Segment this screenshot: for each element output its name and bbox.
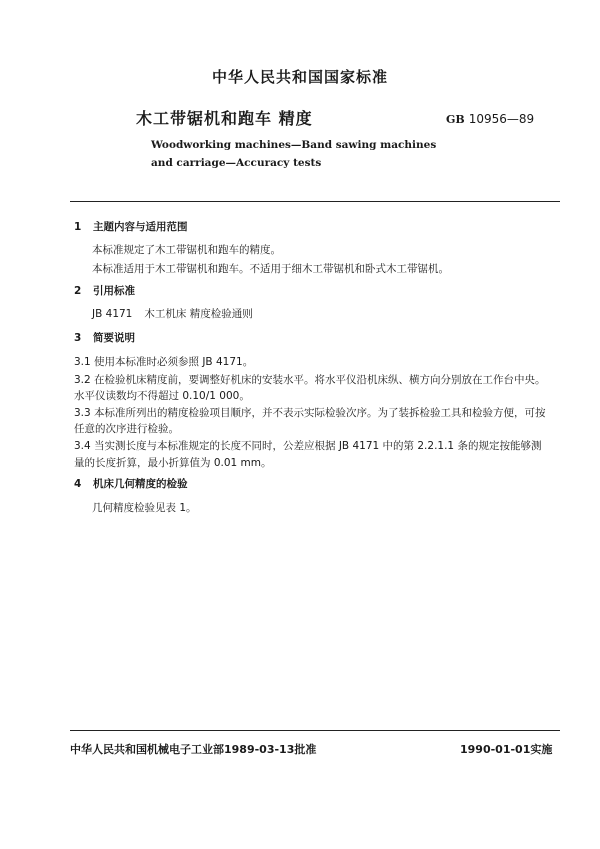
clause-3-3	[74, 405, 546, 420]
clause-3-1-number: 3.1	[74, 356, 91, 368]
clause-3-3-text-line1: 本标准所列出的精度检验项目顺序，并不表示实际检验次序。为了装拆检验工具和检验方便，可按	[94, 407, 546, 419]
clause-3-4-number: 3.4	[74, 440, 91, 452]
section-2-title: 引用标准	[93, 285, 135, 297]
clause-3-4-text-line1: 当实测长度与本标准规定的长度不同时，公差应根据 JB 4171 中的第 2.2.1.1 条的规定按能够测	[94, 440, 542, 452]
section-3-number: 3	[74, 332, 82, 344]
section-2-heading	[74, 283, 135, 298]
approval-note: 中华人民共和国机械电子工业部1989-03-13批准	[70, 743, 317, 756]
footer-divider	[70, 730, 560, 731]
section-3-heading	[74, 330, 135, 345]
header-divider	[70, 201, 560, 202]
clause-3-4-text-line2: 量的长度折算，最小折算值为 0.01 mm。	[74, 457, 272, 469]
clause-3-2-number: 3.2	[74, 374, 91, 386]
document-title-en-line1: Woodworking machines—Band sawing machines	[151, 139, 437, 151]
effective-date: 1990-01-01实施	[460, 743, 553, 756]
reference-standard	[92, 306, 253, 321]
section-1-paragraph-2: 本标准适用于木工带锯机和跑车。不适用于细木工带锯机和卧式木工带锯机。	[92, 263, 449, 275]
reference-code: JB 4171	[92, 308, 133, 320]
section-1-title: 主题内容与适用范围	[93, 221, 188, 233]
standard-prefix: GB	[446, 113, 465, 126]
document-title-cn: 木工带锯机和跑车 精度	[136, 109, 313, 128]
section-1-number: 1	[74, 221, 82, 233]
section-4-title: 机床几何精度的检验	[93, 478, 188, 490]
clause-3-3-number: 3.3	[74, 407, 91, 419]
clause-3-1-text: 使用本标准时必须参照 JB 4171。	[94, 356, 254, 368]
clause-3-3-text-line2: 任意的次序进行检验。	[74, 423, 179, 435]
clause-3-1	[74, 354, 253, 369]
section-4-paragraph-1: 几何精度检验见表 1。	[92, 502, 197, 514]
standard-code	[446, 112, 534, 126]
section-4-number: 4	[74, 478, 82, 490]
section-2-number: 2	[74, 285, 82, 297]
national-standard-heading: 中华人民共和国国家标准	[211, 68, 388, 86]
standard-number: 10956—89	[468, 112, 535, 126]
document-title-en-line2: and carriage—Accuracy tests	[151, 157, 322, 169]
clause-3-2-text-line1: 在检验机床精度前，要调整好机床的安装水平。将水平仪沿机床纵、横方向分别放在工作台中央。	[94, 374, 546, 386]
reference-title: 木工机床 精度检验通则	[144, 308, 253, 320]
section-1-heading	[74, 219, 188, 234]
clause-3-2-text-line2: 水平仪读数均不得超过 0.10/1 000。	[74, 390, 250, 402]
clause-3-2	[74, 372, 546, 387]
section-1-paragraph-1: 本标准规定了木工带锯机和跑车的精度。	[92, 244, 281, 256]
section-4-heading	[74, 476, 188, 491]
clause-3-4	[74, 438, 541, 453]
section-3-title: 简要说明	[93, 332, 135, 344]
